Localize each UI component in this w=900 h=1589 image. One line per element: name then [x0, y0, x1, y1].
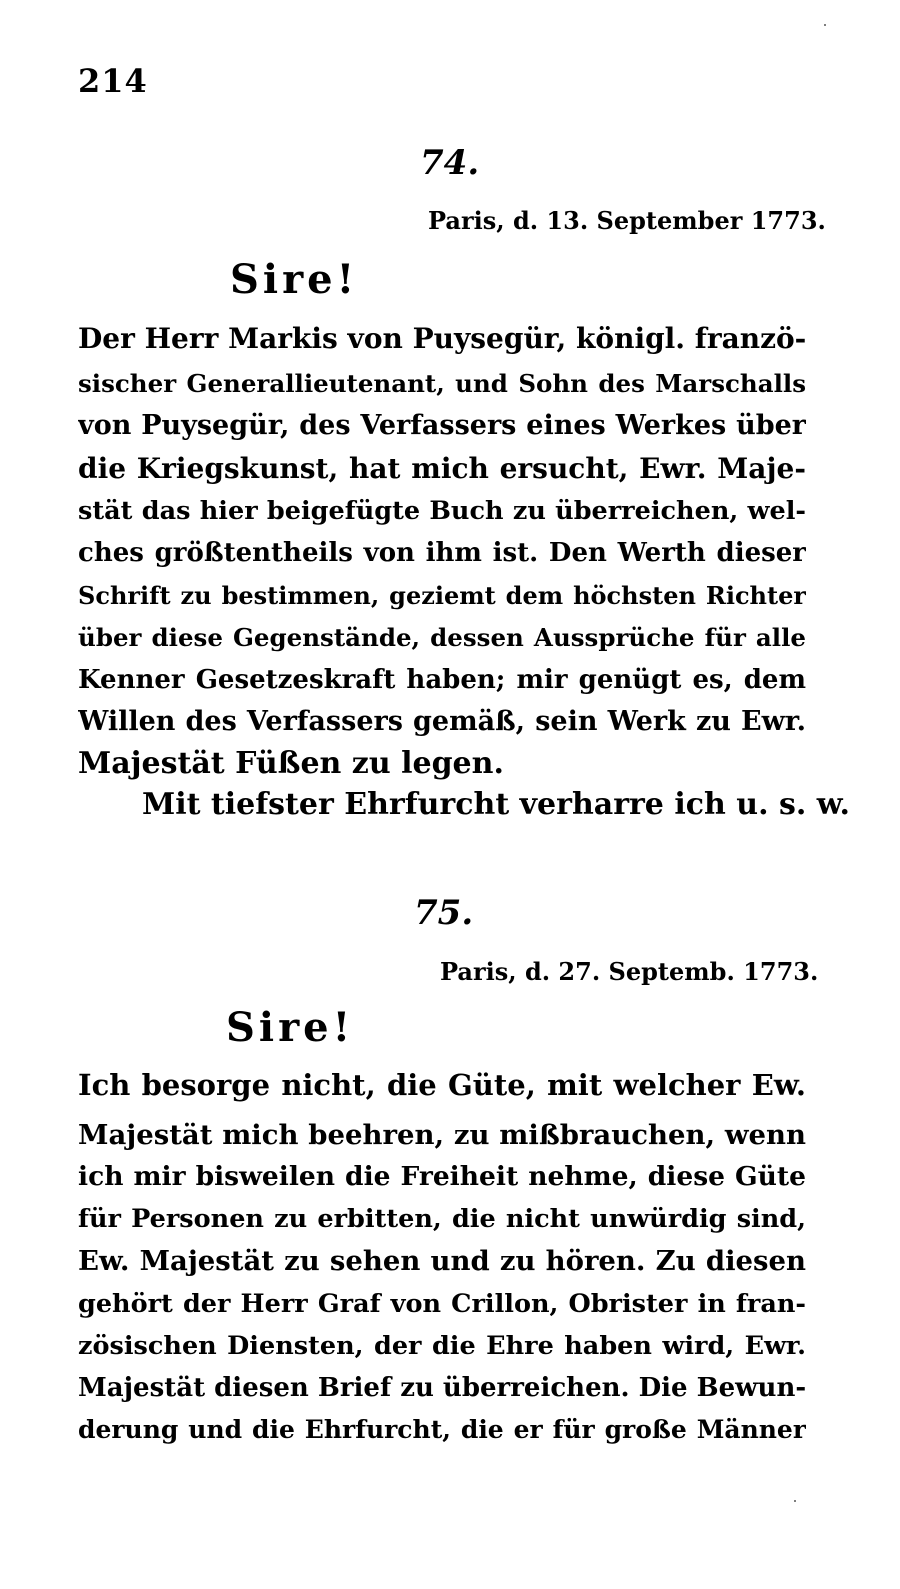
body-line: Majestät diesen Brief zu überreichen. Die Bewun-	[78, 1373, 806, 1403]
body-line: Majestät Füßen zu legen.	[78, 746, 504, 781]
body-line: von Puysegür, des Verfassers eines Werkes über	[78, 410, 806, 441]
letter-closing: Mit tiefster Ehrfurcht verharre ich u. s. w.	[142, 787, 850, 822]
body-line: derung und die Ehrfurcht, die er für große Männer	[78, 1415, 806, 1444]
letter-dateline: Paris, d. 13. September 1773.	[428, 206, 826, 235]
scan-speck	[824, 24, 826, 26]
body-line: über diese Gegenstände, dessen Aussprüche für alle	[78, 623, 806, 652]
body-line: Der Herr Markis von Puysegür, königl. franzö-	[78, 322, 806, 355]
page-number: 214	[78, 62, 148, 100]
letter-number: 75.	[414, 893, 474, 933]
body-line: ich mir bisweilen die Freiheit nehme, diese Güte	[78, 1161, 806, 1192]
body-line: die Kriegskunst, hat mich ersucht, Ewr. Maje-	[78, 452, 806, 485]
letter-salutation: Sire!	[226, 1004, 355, 1051]
body-line: Willen des Verfassers gemäß, sein Werk zu Ewr.	[78, 706, 806, 737]
body-line: Ich besorge nicht, die Güte, mit welcher Ew.	[78, 1068, 806, 1102]
body-line: für Personen zu erbitten, die nicht unwürdig sind,	[78, 1204, 806, 1234]
scan-speck	[794, 1500, 796, 1502]
letter-salutation: Sire!	[230, 256, 359, 303]
letter-number: 74.	[420, 143, 480, 183]
body-line: gehört der Herr Graf von Crillon, Obrister in fran-	[78, 1289, 806, 1319]
body-line: Schrift zu bestimmen, geziemt dem höchsten Richter	[78, 581, 806, 610]
body-line: Majestät mich beehren, zu mißbrauchen, wenn	[78, 1119, 806, 1151]
body-line: stät das hier beigefügte Buch zu überreichen, wel-	[78, 496, 806, 526]
body-line: zösischen Diensten, der die Ehre haben wird, Ewr.	[78, 1331, 806, 1361]
body-line: Kenner Gesetzeskraft haben; mir genügt es, dem	[78, 665, 806, 695]
body-line: sischer Generallieutenant, und Sohn des Marschalls	[78, 369, 806, 398]
body-line: ches größtentheils von ihm ist. Den Werth dieser	[78, 538, 806, 568]
body-line: Ew. Majestät zu sehen und zu hören. Zu diesen	[78, 1245, 806, 1277]
letter-dateline: Paris, d. 27. Septemb. 1773.	[440, 957, 819, 986]
